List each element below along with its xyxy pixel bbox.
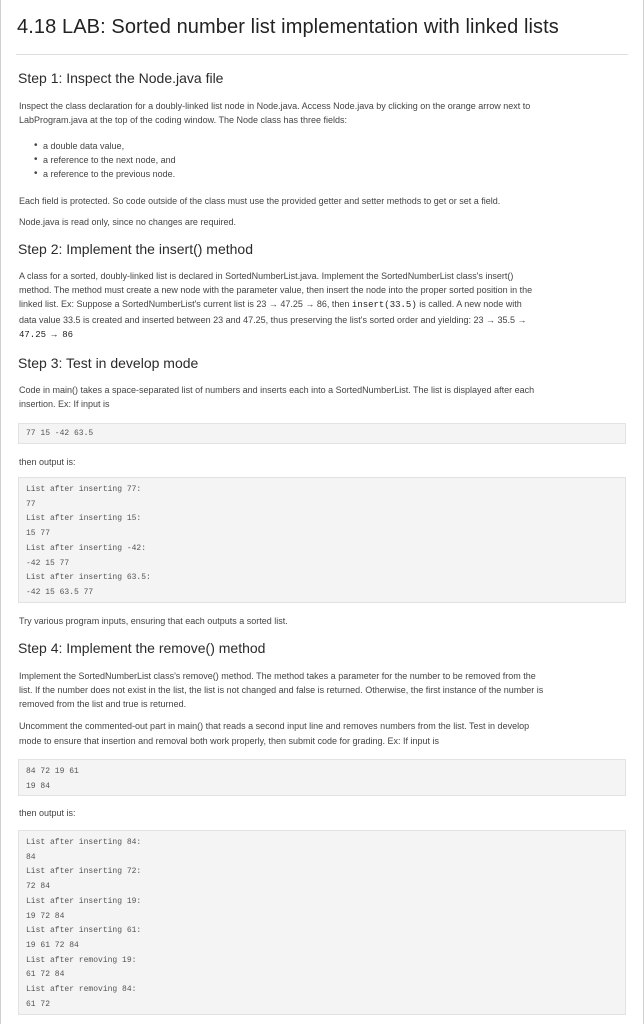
step3-output-code: List after inserting 77: 77 List after inserting 15: 15 77 List after inserting -42: -42 15 77 List after inserting 63.5: -42 15 63.5 77 bbox=[26, 485, 151, 597]
list-item: • a reference to the next node, and bbox=[35, 153, 176, 167]
title-divider bbox=[16, 54, 628, 55]
node-fields-list bbox=[35, 139, 176, 181]
step2-line1: A class for a sorted, doubly-linked list is declared in SortedNumberList.java. Implement the SortedNumberList class's insert() bbox=[19, 271, 514, 281]
step2-line5: 47.25 → 86 bbox=[19, 330, 74, 340]
step3-line1: Code in main() takes a space-separated list of numbers and inserts each into a SortedNumberList. The list is displayed after each bbox=[19, 385, 535, 395]
step2-line4: data value 33.5 is created and inserted between 23 and 47.25, thus preserving the list's sorted order and yielding: 23 → 35.5 → bbox=[19, 315, 527, 325]
step4-line5: mode to ensure that insertion and removal both work properly, then submit code for grading. Ex: If input is bbox=[19, 736, 440, 746]
step4-input-code: 84 72 19 61 19 84 bbox=[26, 767, 79, 791]
step1-note-protected: Each field is protected. So code outside of the class must use the provided getter and setter methods to get or set a field. bbox=[19, 196, 501, 206]
step2-line3-text: linked list. Ex: Suppose a SortedNumberList's current list is 23 → 47.25 → 86, then bbox=[19, 299, 350, 309]
step4-output-code-block bbox=[18, 830, 626, 1015]
step4-line1: Implement the SortedNumberList class's remove() method. The method takes a parameter for the number to be removed from the bbox=[19, 671, 536, 681]
list-item: • a reference to the previous node. bbox=[35, 167, 176, 181]
step1-heading: Step 1: Inspect the Node.java file bbox=[18, 70, 224, 86]
step4-input-code-block bbox=[18, 759, 626, 796]
step3-try-various: Try various program inputs, ensuring that each outputs a sorted list. bbox=[19, 616, 288, 626]
list-item: • a double data value, bbox=[35, 139, 176, 153]
page-title: 4.18 LAB: Sorted number list implementation with linked lists bbox=[17, 16, 559, 38]
insert-call-code: insert(33.5) bbox=[351, 300, 417, 310]
step3-output-code-block bbox=[18, 477, 626, 603]
step3-then-output: then output is: bbox=[19, 457, 76, 467]
step2-heading: Step 2: Implement the insert() method bbox=[18, 241, 253, 257]
step4-line4: Uncomment the commented-out part in main() that reads a second input line and removes numbers from the list. Test in develop bbox=[19, 721, 530, 731]
step3-line2: insertion. Ex: If input is bbox=[19, 399, 110, 409]
step4-line3: removed from the list and true is returned. bbox=[19, 699, 187, 709]
step1-note-readonly: Node.java is read only, since no changes are required. bbox=[19, 217, 236, 227]
step2-line2: method. The method must create a new node with the parameter value, then insert the node into the proper sorted position in the bbox=[19, 285, 533, 295]
step4-line2: list. If the number does not exist in the list, the list is not changed and false is returned. Otherwise, the first instance of the number is bbox=[19, 685, 544, 695]
step4-output-code: List after inserting 84: 84 List after inserting 72: 72 84 List after inserting 19: 19 72 84 List after inserting 61: 19 61 72 84 List after removing 19: 61 72 84 List after removing 84: 61 72 bbox=[26, 838, 142, 1009]
step3-heading: Step 3: Test in develop mode bbox=[18, 355, 199, 371]
step1-intro-line2: LabProgram.java at the top of the coding window. The Node class has three fields: bbox=[19, 115, 348, 125]
step1-intro-line1: Inspect the class declaration for a doubly-linked list node in Node.java. Access Node.java by clicking on the orange arrow next to bbox=[19, 101, 531, 111]
step4-then-output: then output is: bbox=[19, 808, 76, 818]
step3-input-code-block bbox=[18, 423, 626, 444]
step2-line3 bbox=[19, 297, 522, 312]
step2-line3-end: is called. A new node with bbox=[416, 299, 522, 309]
step3-input-code: 77 15 -42 63.5 bbox=[26, 429, 94, 438]
step4-heading: Step 4: Implement the remove() method bbox=[18, 640, 266, 656]
